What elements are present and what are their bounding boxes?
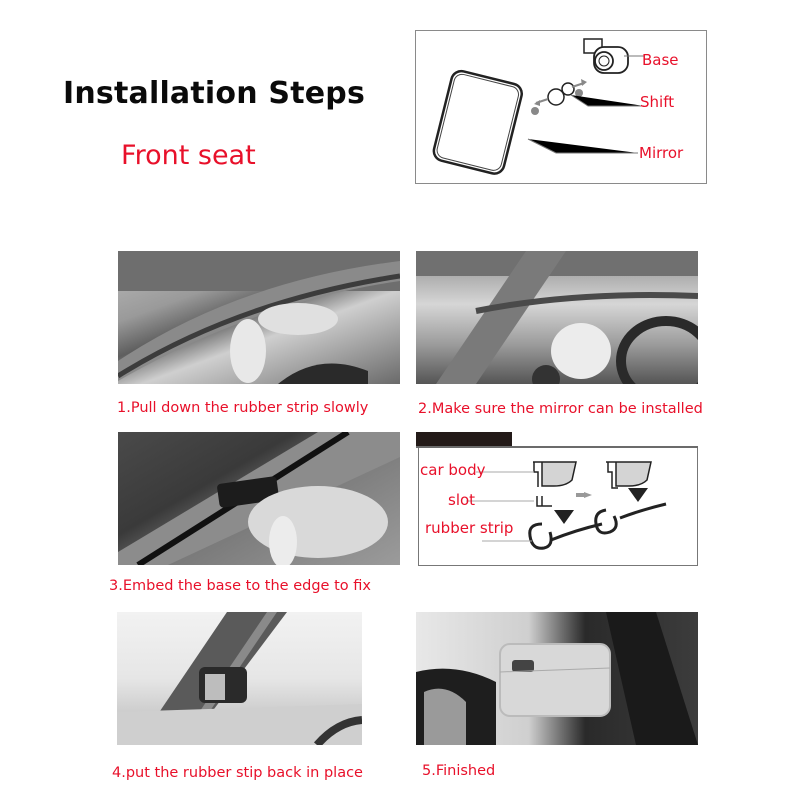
page-title: Installation Steps [63,76,366,111]
photo-sketch [118,251,400,384]
step-3-caption: 3.Embed the base to the edge to fix [109,578,371,594]
mirror-installed-pillar-photo [117,612,362,745]
step-5-caption: 5.Finished [422,763,496,779]
step-4-caption: 4.put the rubber stip back in place [112,765,363,781]
label-shift: Shift [640,93,675,111]
hand-on-a-pillar-photo [416,251,698,384]
label-base: Base [642,51,679,69]
photo-sketch [117,612,362,745]
page-subtitle: Front seat [121,140,256,171]
photo-sketch [416,612,698,745]
label-car-body: car body [420,461,486,479]
finished-mirror-photo [416,612,698,745]
step-2-caption: 2.Make sure the mirror can be installed [418,401,703,417]
photo-sketch [118,432,400,565]
photo-sketch [416,251,698,384]
hands-pulling-rubber-strip-photo [118,251,400,384]
slot-diagram [416,432,698,565]
step-1-caption: 1.Pull down the rubber strip slowly [117,400,369,416]
label-mirror: Mirror [639,144,684,162]
label-rubber-strip: rubber strip [425,519,514,537]
label-slot: slot [448,491,476,509]
parts-diagram [415,30,707,184]
embedding-base-photo [118,432,400,565]
